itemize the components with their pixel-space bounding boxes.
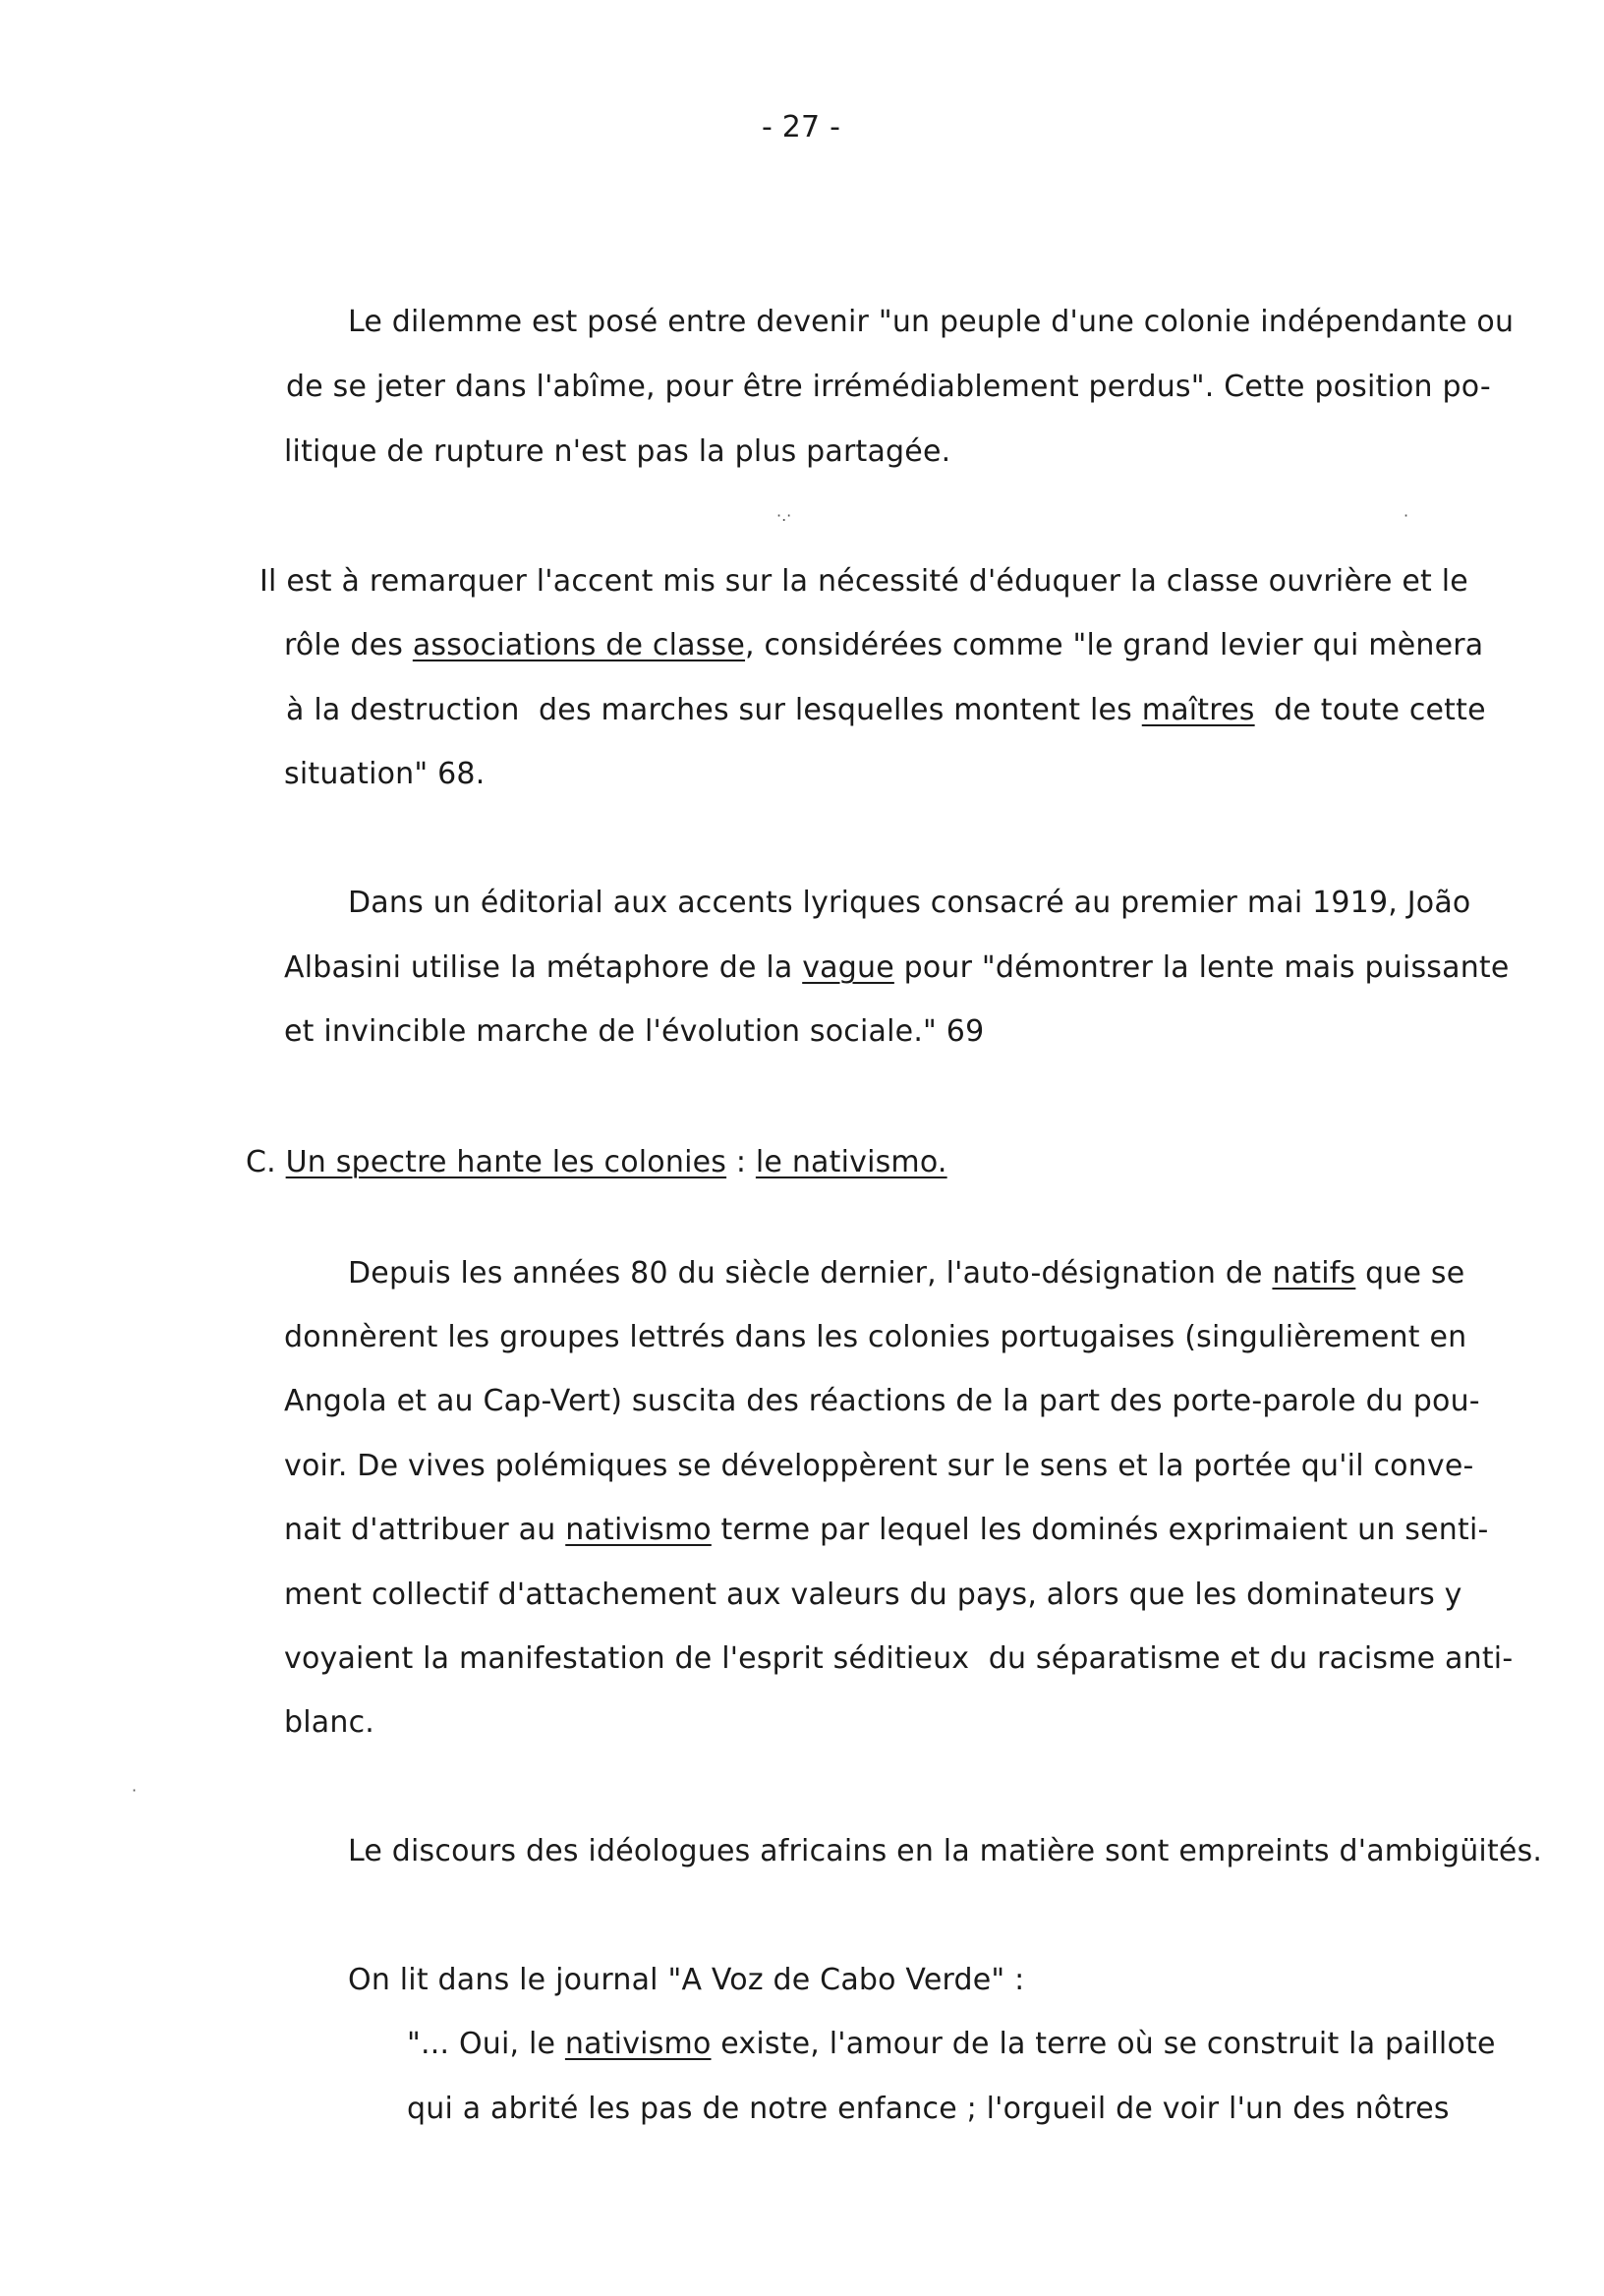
text-run: existe, l'amour de la terre où se construit la paillote	[711, 2027, 1496, 2061]
underlined-term: maîtres	[1141, 693, 1255, 727]
paragraph-4-line-2: donnèrent les groupes lettrés dans les colonies portugaises (singulièrement en	[284, 1320, 1467, 1354]
paragraph-2-line-2	[284, 626, 1483, 665]
text-run: rôle des	[284, 628, 413, 662]
paragraph-4-line-3: Angola et au Cap-Vert) suscita des réactions de la part des porte-parole du pou-	[284, 1384, 1480, 1418]
text-run: à la destruction des marches sur lesquelles montent les	[286, 693, 1142, 727]
underlined-term: nativismo	[564, 2027, 712, 2061]
text-run: terme par lequel les dominés exprimaient un senti-	[711, 1513, 1489, 1547]
scan-speck: ·.·	[776, 506, 792, 525]
paragraph-1-line-1: Le dilemme est posé entre devenir "un peuple d'une colonie indépendante ou	[348, 305, 1515, 339]
page-number: - 27 -	[762, 110, 841, 144]
paragraph-4-line-5	[284, 1511, 1489, 1550]
section-heading	[246, 1143, 947, 1182]
paragraph-2-line-3	[286, 691, 1486, 730]
paragraph-2-line-1: Il est à remarquer l'accent mis sur la nécessité d'éduquer la classe ouvrière et le	[259, 564, 1468, 599]
text-run: que se	[1355, 1256, 1465, 1291]
paragraph-3-line-3: et invincible marche de l'évolution sociale." 69	[284, 1014, 985, 1049]
paragraph-1-line-3: litique de rupture n'est pas la plus partagée.	[284, 434, 951, 469]
text-run: nait d'attribuer au	[284, 1513, 566, 1547]
paragraph-1-line-2: de se jeter dans l'abîme, pour être irrémédiablement perdus". Cette position po-	[286, 370, 1491, 404]
underlined-term: natifs	[1272, 1256, 1356, 1291]
paragraph-2-line-4: situation" 68.	[284, 757, 486, 791]
text-run: pour "démontrer la lente mais puissante	[893, 950, 1510, 985]
text-run: de toute cette	[1254, 693, 1486, 727]
underlined-term: nativismo	[565, 1513, 712, 1547]
quote-line-1	[407, 2025, 1496, 2064]
paragraph-4-line-6: ment collectif d'attachement aux valeurs du pays, alors que les dominateurs y	[284, 1578, 1462, 1612]
paragraph-4-line-1	[348, 1254, 1464, 1293]
text-run: "... Oui, le	[407, 2027, 565, 2061]
scan-speck: ·	[1404, 506, 1409, 525]
heading-separator: :	[726, 1145, 756, 1179]
underlined-term: vague	[802, 950, 894, 985]
paragraph-4-line-8: blanc.	[284, 1705, 375, 1740]
heading-title: Un spectre hante les colonies	[285, 1145, 727, 1179]
paragraph-5-line-1: Le discours des idéologues africains en la matière sont empreints d'ambigüités.	[348, 1834, 1543, 1868]
quote-line-2: qui a abrité les pas de notre enfance ; l'orgueil de voir l'un des nôtres	[407, 2092, 1450, 2126]
paragraph-4-line-4: voir. De vives polémiques se développèrent sur le sens et la portée qu'il conve-	[284, 1449, 1474, 1483]
paragraph-3-line-1: Dans un éditorial aux accents lyriques consacré au premier mai 1919, João	[348, 886, 1471, 920]
paragraph-6-line-1: On lit dans le journal "A Voz de Cabo Verde" :	[348, 1963, 1025, 1997]
heading-subtitle: le nativismo.	[755, 1145, 947, 1179]
paragraph-3-line-2	[284, 948, 1510, 988]
underlined-term: associations de classe	[412, 628, 746, 662]
text-run: Albasini utilise la métaphore de la	[284, 950, 803, 985]
paragraph-4-line-7: voyaient la manifestation de l'esprit séditieux du séparatisme et du racisme anti-	[284, 1641, 1514, 1676]
text-run: Depuis les années 80 du siècle dernier, l'auto-désignation de	[348, 1256, 1273, 1291]
heading-letter: C.	[246, 1145, 276, 1179]
text-run: , considérées comme "le grand levier qui mènera	[745, 628, 1484, 662]
scan-speck: ·	[132, 1781, 138, 1800]
